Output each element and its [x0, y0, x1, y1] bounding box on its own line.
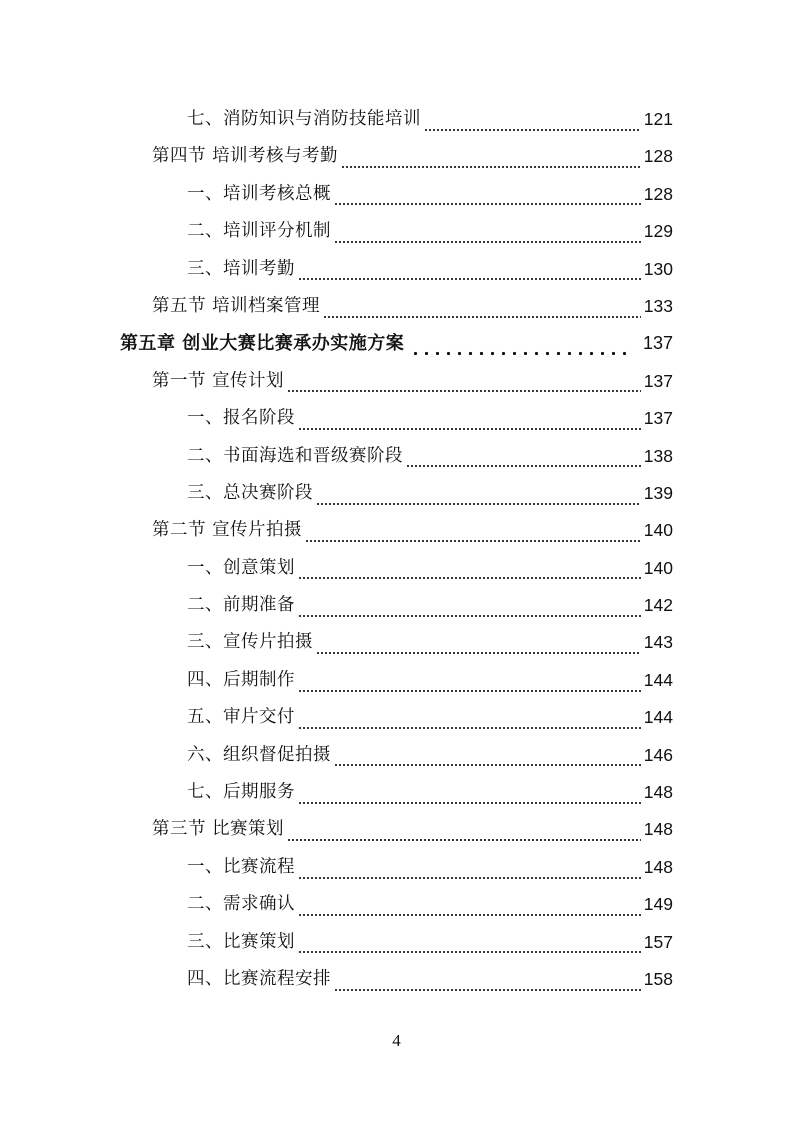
toc-entry-section[interactable] — [0, 138, 793, 175]
toc-entry-page-number: 149 — [643, 894, 673, 915]
toc-entry-title: 第四节 培训考核与考勤 — [152, 146, 339, 167]
toc-entry-item[interactable] — [0, 886, 793, 923]
dot-leader — [298, 787, 641, 805]
toc-entry-item[interactable] — [0, 774, 793, 811]
toc-entry-item[interactable] — [0, 849, 793, 886]
dot-leader — [334, 974, 641, 992]
dot-leader — [298, 263, 641, 281]
toc-entry-title: 六、组织督促拍摄 — [187, 744, 331, 765]
toc-entry-item[interactable] — [0, 550, 793, 587]
toc-entry-title: 第三节 比赛策划 — [152, 819, 285, 840]
toc-entry-item[interactable] — [0, 101, 793, 138]
toc-entry-page-number: 140 — [643, 557, 673, 578]
toc-entry-page-number: 133 — [643, 295, 673, 316]
toc-entry-title: 三、培训考勤 — [187, 258, 295, 279]
toc-entry-page-number: 139 — [643, 482, 673, 503]
toc-entry-section[interactable] — [0, 288, 793, 325]
toc-entry-page-number: 140 — [643, 520, 673, 541]
toc-entry-item[interactable] — [0, 213, 793, 250]
dot-leader — [298, 675, 641, 693]
toc-entry-title: 三、比赛策划 — [187, 931, 295, 952]
toc-entry-page-number: 148 — [643, 782, 673, 803]
toc-entry-item[interactable] — [0, 176, 793, 213]
toc-entry-title: 三、总决赛阶段 — [187, 482, 313, 503]
toc-entry-title: 一、创意策划 — [187, 557, 295, 578]
dot-leader — [298, 899, 641, 917]
dot-leader — [287, 375, 641, 393]
toc-entry-item[interactable] — [0, 251, 793, 288]
toc-entry-item[interactable] — [0, 475, 793, 512]
toc-entry-title: 第五节 培训档案管理 — [152, 295, 321, 316]
toc-entry-title: 二、书面海选和晋级赛阶段 — [187, 445, 403, 466]
toc-entry-page-number: 143 — [643, 632, 673, 653]
toc-entry-page-number: 142 — [643, 595, 673, 616]
toc-entry-title: 第二节 宣传片拍摄 — [152, 520, 303, 541]
toc-entry-page-number: 146 — [643, 744, 673, 765]
toc-entry-title: 一、报名阶段 — [187, 408, 295, 429]
toc-entry-title: 二、前期准备 — [187, 595, 295, 616]
dot-leader — [298, 862, 641, 880]
toc-entry-page-number: 144 — [643, 669, 673, 690]
toc-entry-page-number: 128 — [643, 183, 673, 204]
toc-entry-page-number: 137 — [643, 370, 673, 391]
toc-entry-title: 二、需求确认 — [187, 894, 295, 915]
dot-leader — [406, 450, 641, 468]
dot-leader — [323, 301, 641, 319]
toc-entry-item[interactable] — [0, 737, 793, 774]
dot-leader — [334, 749, 641, 767]
toc-entry-page-number: 158 — [643, 968, 673, 989]
toc-entry-item[interactable] — [0, 961, 793, 998]
dot-leader — [316, 488, 641, 506]
toc-entry-title: 二、培训评分机制 — [187, 221, 331, 242]
toc-entry-title: 四、后期制作 — [187, 669, 295, 690]
toc-entry-page-number: 157 — [643, 931, 673, 952]
toc-entry-item[interactable] — [0, 699, 793, 736]
toc-entry-title: 七、消防知识与消防技能培训 — [187, 109, 421, 129]
toc-entry-title: 一、比赛流程 — [187, 856, 295, 877]
dot-leader — [341, 151, 641, 169]
dot-leader — [334, 226, 641, 244]
toc-entry-page-number: 128 — [643, 146, 673, 167]
toc-entry-title: 第一节 宣传计划 — [152, 370, 285, 391]
page-number: 4 — [392, 1031, 401, 1050]
toc-entry-item[interactable] — [0, 624, 793, 661]
toc-entry-item[interactable] — [0, 924, 793, 961]
dot-leader — [334, 188, 641, 206]
toc-entry-section[interactable] — [0, 363, 793, 400]
toc-entry-item[interactable] — [0, 587, 793, 624]
toc-entry-page-number: 121 — [643, 109, 673, 129]
dot-leader — [424, 114, 641, 132]
toc-entry-item[interactable] — [0, 438, 793, 475]
dot-leader — [298, 413, 641, 431]
dot-leader — [298, 712, 641, 730]
dot-leader — [316, 637, 641, 655]
toc-entry-title: 五、审片交付 — [187, 707, 295, 728]
dot-leader — [298, 562, 641, 580]
toc-entry-page-number: 148 — [643, 856, 673, 877]
toc-entry-page-number: 129 — [643, 221, 673, 242]
dot-leader — [305, 525, 641, 543]
toc-entry-chapter[interactable] — [0, 325, 793, 362]
toc-entry-title: 三、宣传片拍摄 — [187, 632, 313, 653]
toc-entry-page-number: 137 — [642, 333, 673, 354]
toc-entry-page-number: 144 — [643, 707, 673, 728]
dot-leader — [287, 824, 641, 842]
dot-leader — [298, 600, 641, 618]
dot-leader — [410, 338, 633, 356]
dot-leader — [298, 936, 641, 954]
toc-entry-page-number: 137 — [643, 408, 673, 429]
toc-entry-title: 四、比赛流程安排 — [187, 968, 331, 989]
toc-entry-item[interactable] — [0, 662, 793, 699]
toc-entry-section[interactable] — [0, 512, 793, 549]
toc-entry-section[interactable] — [0, 811, 793, 848]
toc-entry-item[interactable] — [0, 400, 793, 437]
toc-entry-title: 七、后期服务 — [187, 782, 295, 803]
toc-entry-page-number: 148 — [643, 819, 673, 840]
table-of-contents — [0, 101, 793, 998]
toc-entry-page-number: 130 — [643, 258, 673, 279]
toc-entry-page-number: 138 — [643, 445, 673, 466]
toc-entry-title: 第五章 创业大赛比赛承办实施方案 — [120, 333, 405, 355]
toc-entry-title: 一、培训考核总概 — [187, 183, 331, 204]
